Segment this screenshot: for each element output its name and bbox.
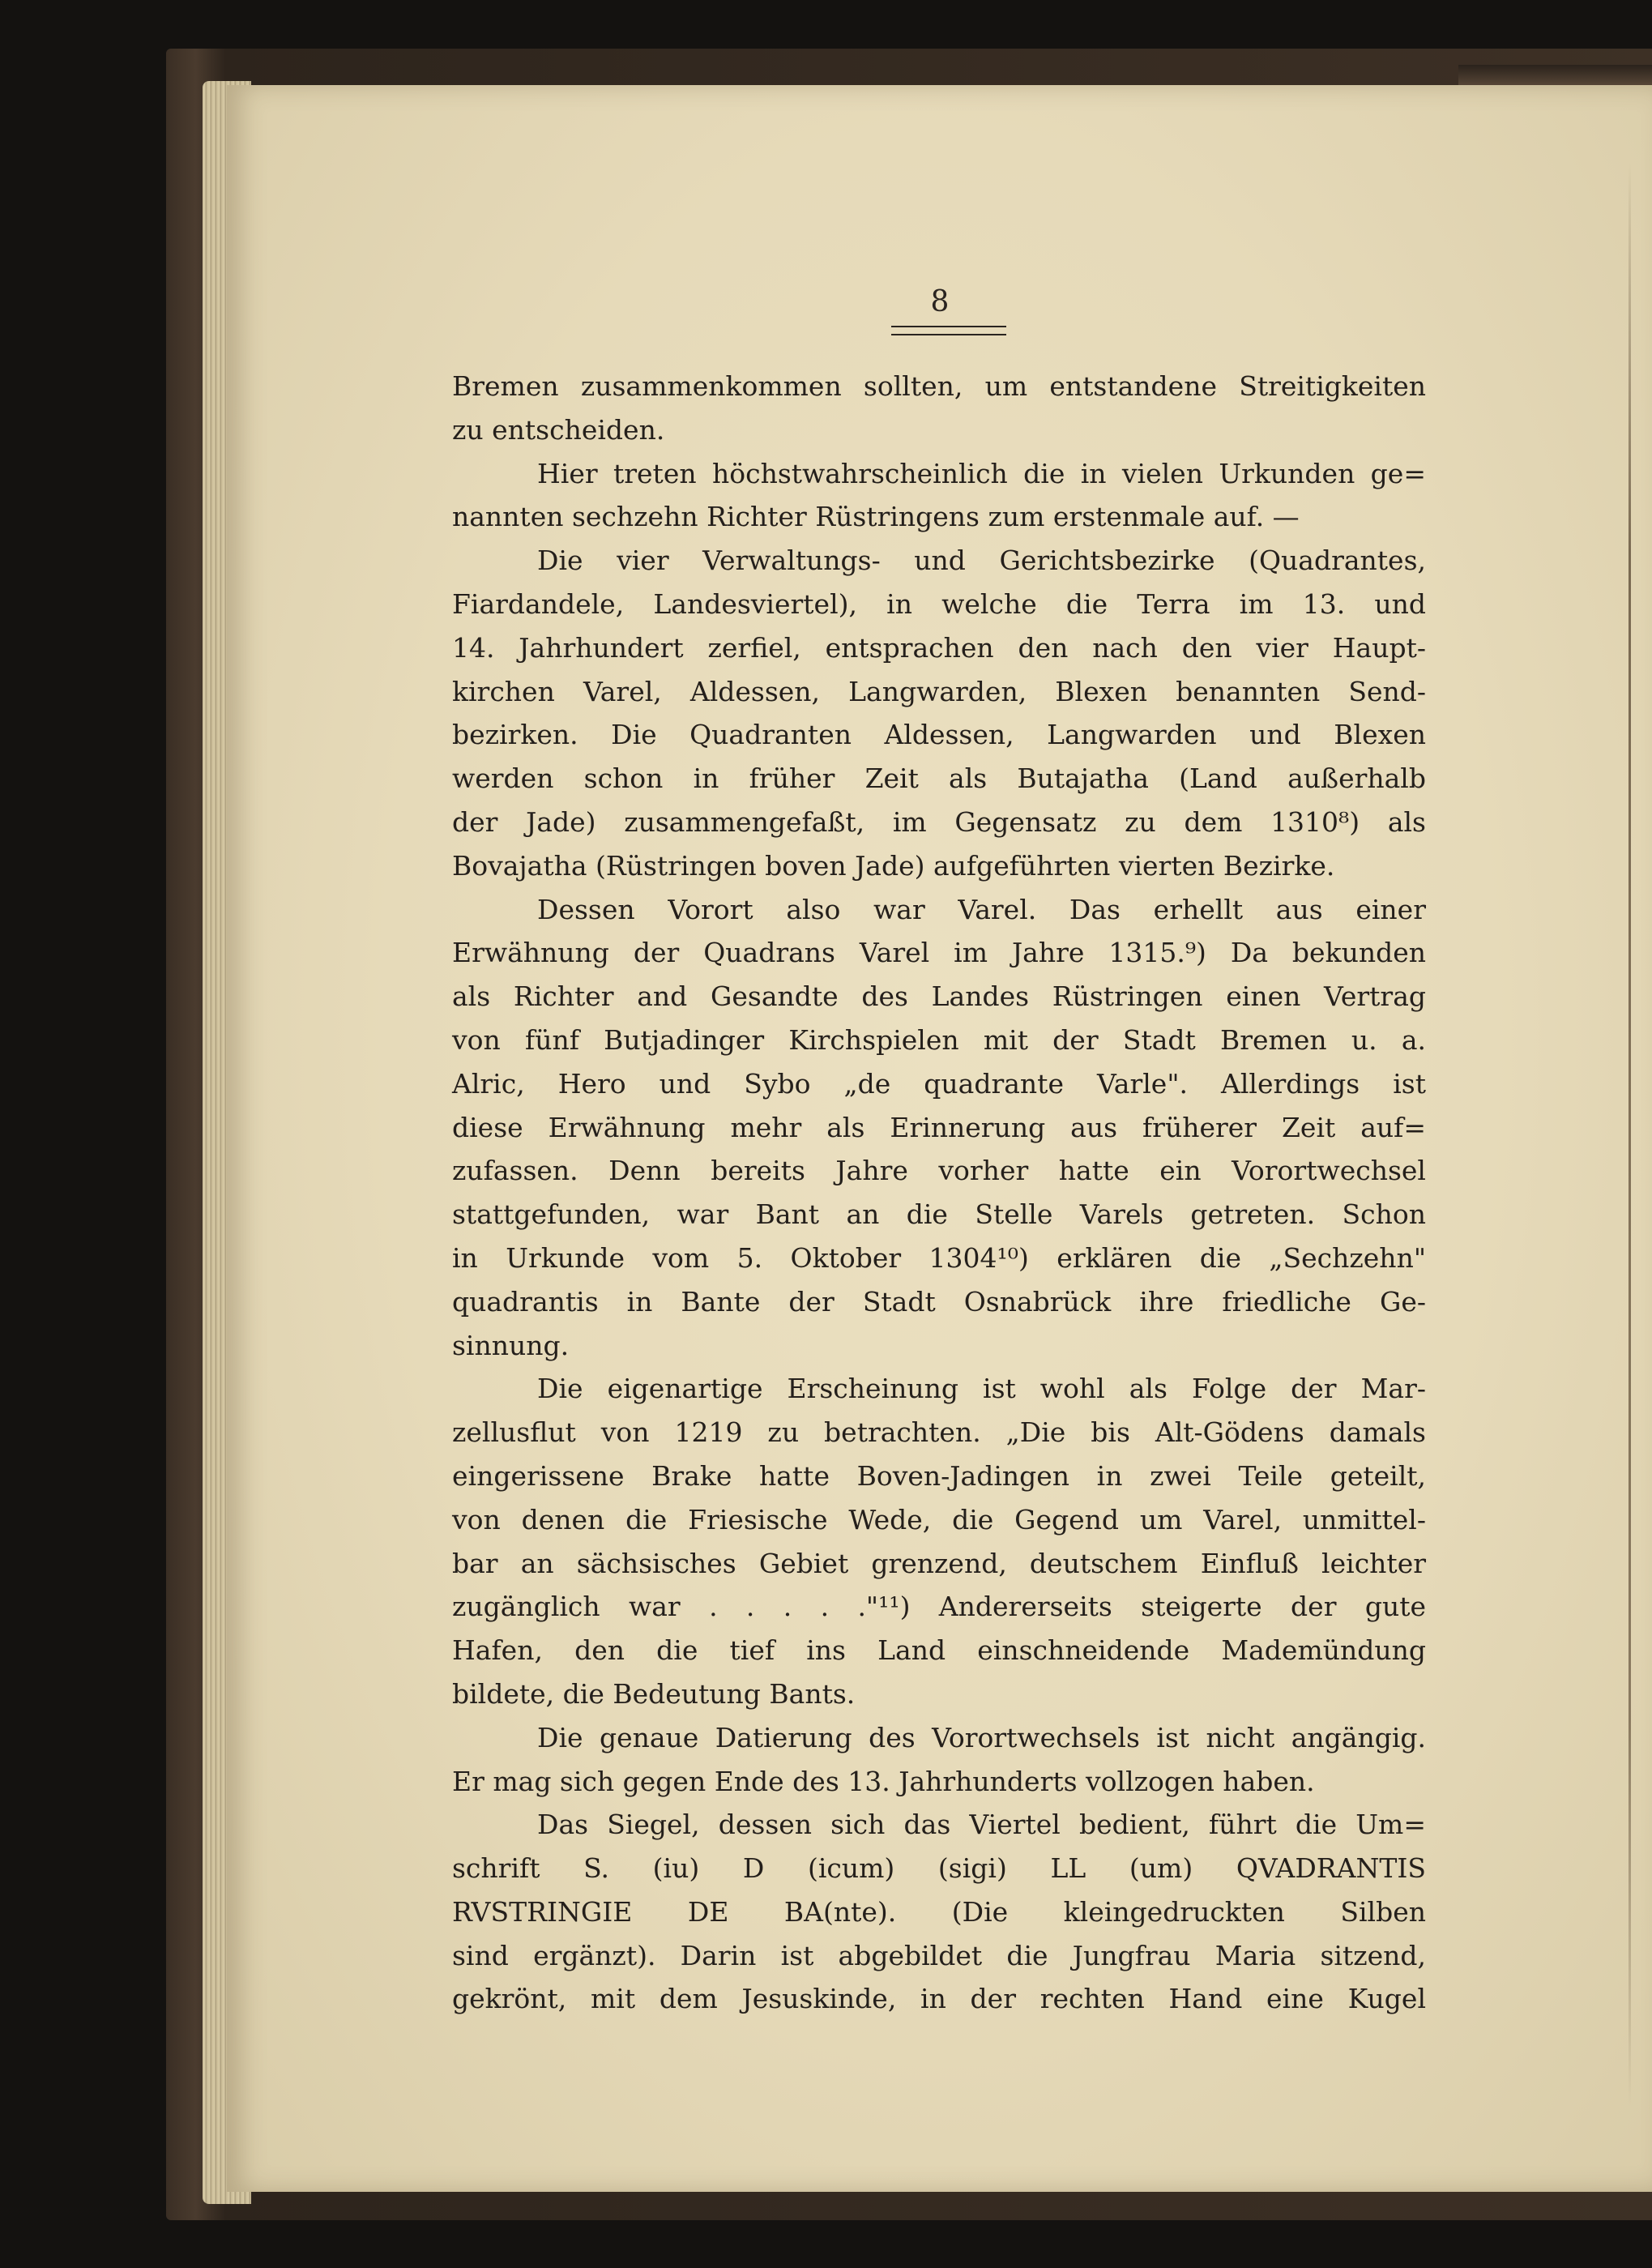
page-number-rule [891,326,1006,335]
text-line: kirchen Varel, Aldessen, Langwarden, Blexen benannten Send- [452,675,1426,707]
text-line: Das Siegel, dessen sich das Viertel bedient, führt die Um= [537,1809,1426,1841]
body-text [452,365,1426,2021]
text-line: sind ergänzt). Darin ist abgebildet die Jungfrau Maria sitzend, [452,1939,1426,1971]
text-line: bildete, die Bedeutung Bants. [452,1677,856,1710]
text-line: Hafen, den die tief ins Land einschneidende Mademündung [452,1634,1426,1667]
text-line: Bovajatha (Rüstringen boven Jade) aufgeführten vierten Bezirke. [452,849,1335,882]
text-line: bar an sächsisches Gebiet grenzend, deutschem Einfluß leichter [452,1547,1426,1579]
text-line: sinnung. [452,1329,570,1361]
text-line: Die vier Verwaltungs- und Gerichtsbezirke (Quadrantes, [537,545,1426,577]
text-line: Hier treten höchstwahrscheinlich die in vielen Urkunden ge= [537,457,1426,489]
text-line: stattgefunden, war Bant an die Stelle Varels getreten. Schon [452,1198,1426,1231]
text-line: Bremen zusammenkommen sollten, um entstandene Streitigkeiten [452,370,1426,402]
text-line: zufassen. Denn bereits Jahre vorher hatte ein Vorortwechsel [452,1155,1426,1187]
text-line: Alric, Hero und Sybo „de quadrante Varle". Allerdings ist [452,1067,1426,1100]
text-line: nannten sechzehn Richter Rüstringens zum erstenmale auf. — [452,501,1300,533]
text-line: gekrönt, mit dem Jesuskinde, in der rechten Hand eine Kugel [452,1983,1426,2015]
page-fold-shadow [1629,162,1631,2107]
text-line: von denen die Friesische Wede, die Gegend um Varel, unmittel- [452,1503,1426,1535]
page-number: 8 [930,285,950,318]
text-line: zellusflut von 1219 zu betrachten. „Die bis Alt-Gödens damals [452,1416,1426,1449]
text-line: bezirken. Die Quadranten Aldessen, Langwarden und Blexen [452,719,1426,751]
text-line: schrift S. (iu) D (icum) (sigi) LL (um) QVADRANTIS [452,1852,1426,1885]
text-line: von fünf Butjadinger Kirchspielen mit der Stadt Bremen u. a. [452,1023,1426,1056]
text-line: der Jade) zusammengefaßt, im Gegensatz zu dem 1310⁸) als [452,805,1426,838]
text-line: in Urkunde vom 5. Oktober 1304¹⁰) erklären die „Sechzehn" [452,1241,1426,1274]
text-line: Fiardandele, Landesviertel), in welche die Terra im 13. und [452,587,1426,620]
text-line: Er mag sich gegen Ende des 13. Jahrhunderts vollzogen haben. [452,1765,1315,1797]
text-line: diese Erwähnung mehr als Erinnerung aus früherer Zeit auf= [452,1111,1426,1143]
text-line: als Richter and Gesandte des Landes Rüstringen einen Vertrag [452,980,1426,1013]
text-line: Erwähnung der Quadrans Varel im Jahre 1315.⁹) Da bekunden [452,937,1426,969]
text-line: Die genaue Datierung des Vorortwechsels ist nicht angängig. [537,1721,1426,1753]
text-line: eingerissene Brake hatte Boven-Jadingen in zwei Teile geteilt, [452,1459,1426,1492]
text-line: zugänglich war . . . . ."¹¹) Andererseits steigerte der gute [452,1591,1426,1623]
text-line: quadrantis in Bante der Stadt Osnabrück ihre friedliche Ge- [452,1285,1426,1318]
text-line: werden schon in früher Zeit als Butajatha (Land außerhalb [452,762,1426,795]
text-line: 14. Jahrhundert zerfiel, entsprachen den nach den vier Haupt- [452,631,1426,664]
text-line: Die eigenartige Erscheinung ist wohl als Folge der Mar- [537,1373,1426,1405]
text-line: zu entscheiden. [452,413,665,446]
text-line: Dessen Vorort also war Varel. Das erhellt aus einer [537,893,1426,925]
text-line: RVSTRINGIE DE BA(nte). (Die kleingedruckten Silben [452,1895,1426,1928]
